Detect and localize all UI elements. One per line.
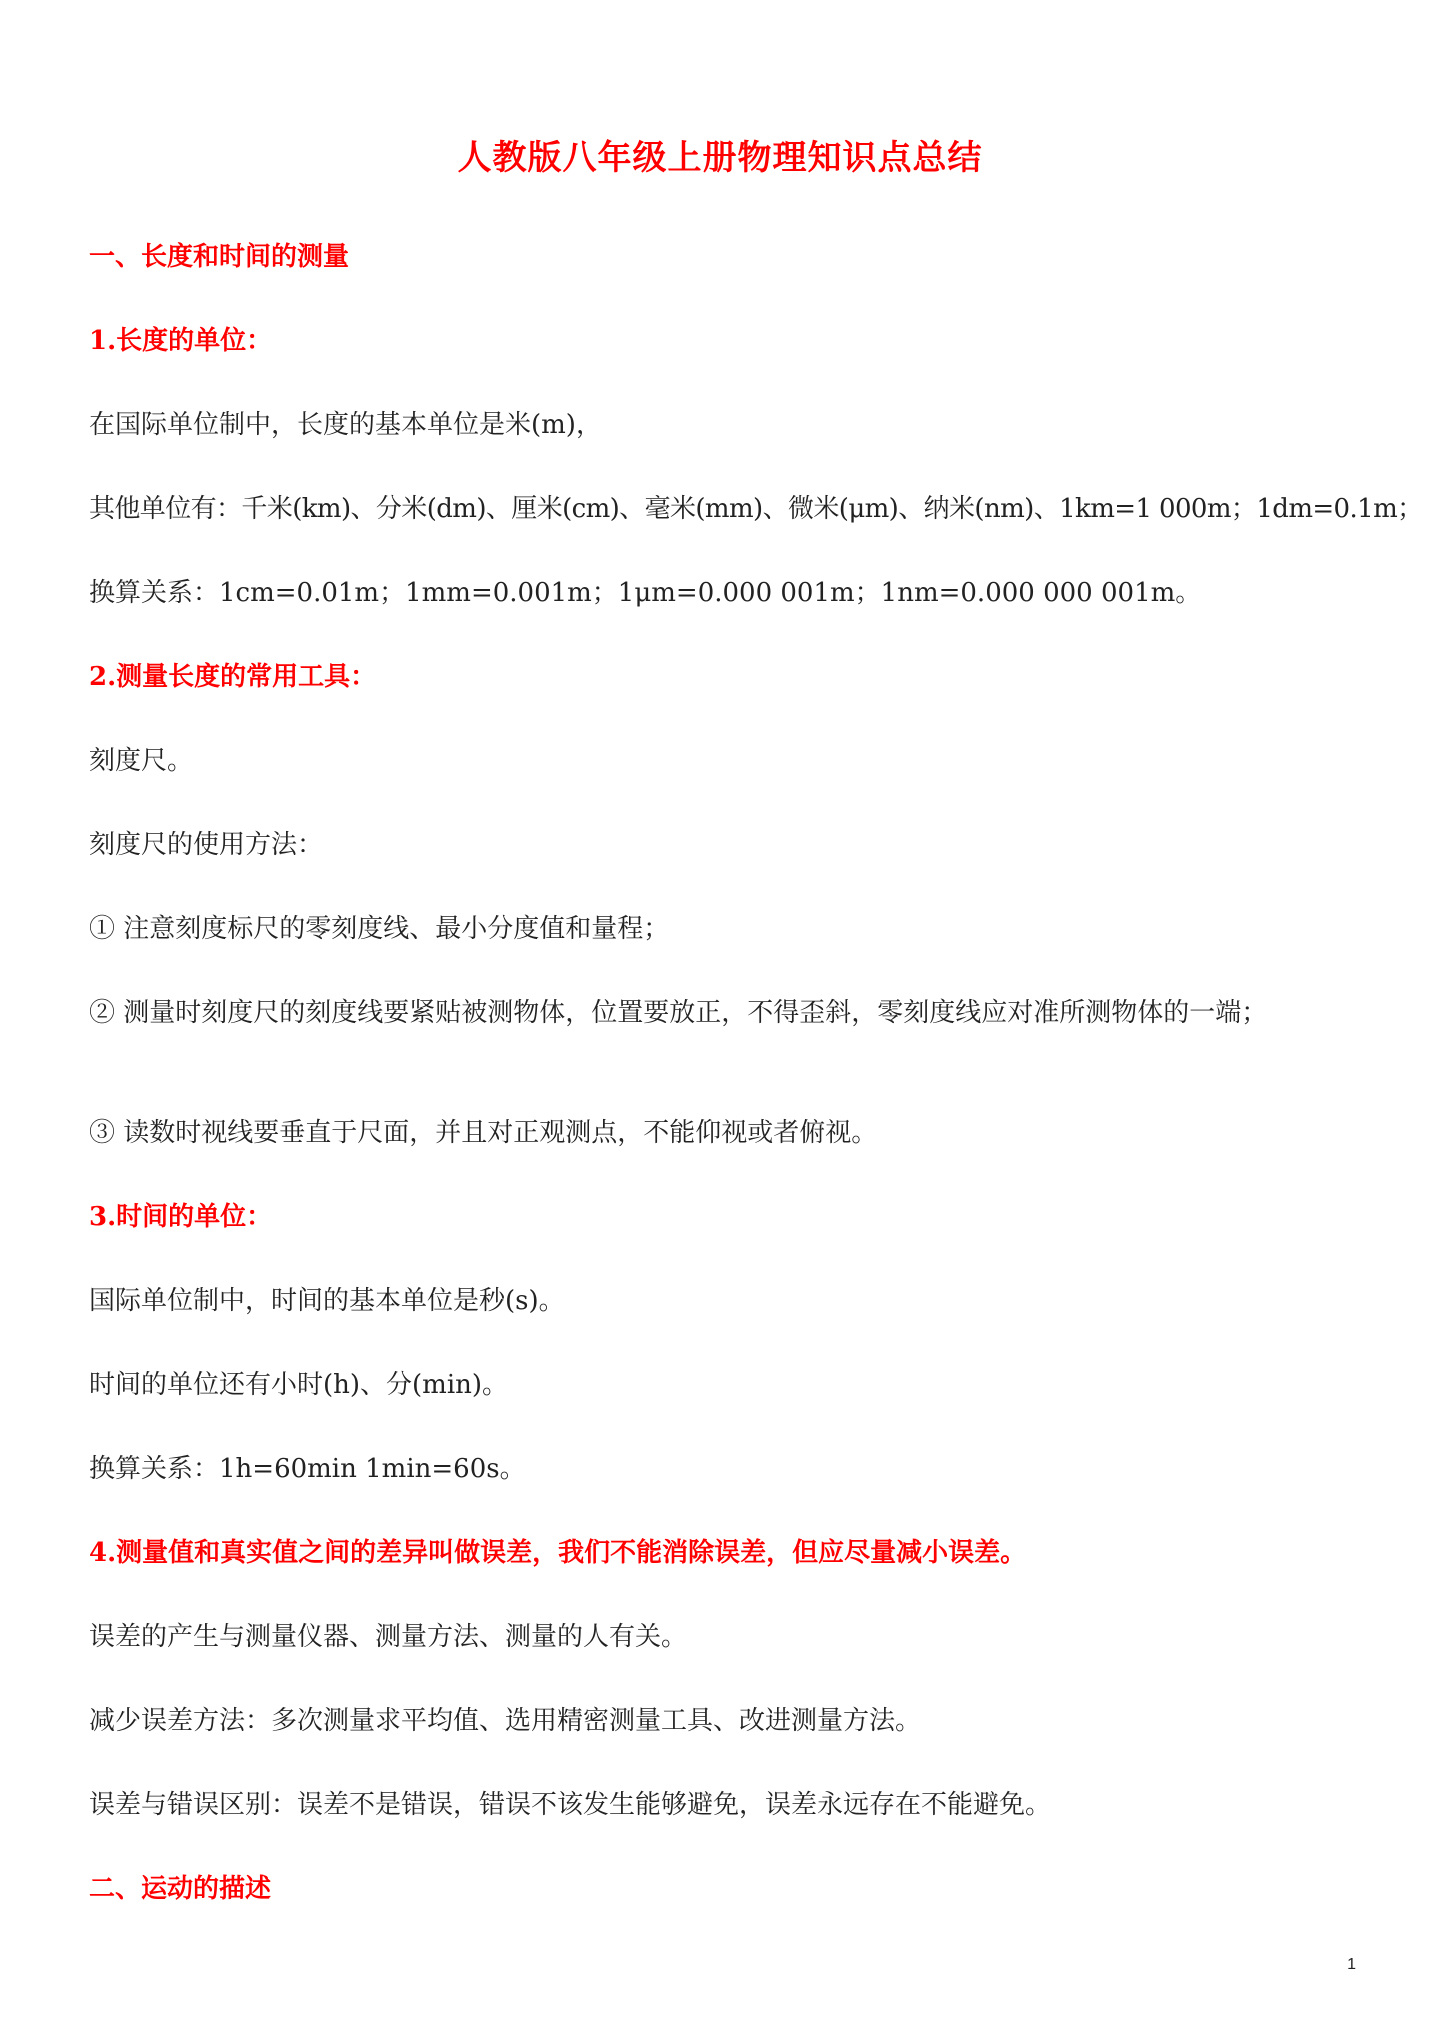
paragraph: 国际单位制中，时间的基本单位是秒(s)。 [89, 1286, 565, 1316]
paragraph: 其他单位有：千米(km)、分米(dm)、厘米(cm)、毫米(mm)、微米(μm)、纳米(nm)、1km=1 000m；1dm=0.1m； [89, 494, 1423, 524]
list-item: ② 测量时刻度尺的刻度线要紧贴被测物体，位置要放正，不得歪斜，零刻度线应对准所测物体的一端； [89, 998, 1268, 1028]
paragraph: 在国际单位制中，长度的基本单位是米(m)， [89, 410, 602, 440]
paragraph: 换算关系：1h=60min 1min=60s。 [89, 1454, 526, 1484]
document-title: 人教版八年级上册物理知识点总结 [457, 138, 983, 178]
paragraph: 减少误差方法：多次测量求平均值、选用精密测量工具、改进测量方法。 [89, 1706, 922, 1736]
subheading-time-unit: 3.时间的单位： [89, 1202, 273, 1232]
paragraph: 误差与错误区别：误差不是错误，错误不该发生能够避免，误差永远存在不能避免。 [89, 1790, 1052, 1820]
paragraph: 时间的单位还有小时(h)、分(min)。 [89, 1370, 509, 1400]
page-number: 1 [1347, 1956, 1356, 1973]
subheading-length-tools: 2.测量长度的常用工具： [89, 662, 377, 692]
subheading-error: 4.测量值和真实值之间的差异叫做误差，我们不能消除误差，但应尽量减小误差。 [89, 1538, 1027, 1568]
subheading-length-unit: 1.长度的单位： [89, 326, 273, 356]
paragraph: 误差的产生与测量仪器、测量方法、测量的人有关。 [89, 1622, 688, 1652]
paragraph: 换算关系：1cm=0.01m；1mm=0.001m；1μm=0.000 001m；1nm=0.000 000 001m。 [89, 578, 1202, 608]
list-item: ① 注意刻度标尺的零刻度线、最小分度值和量程； [89, 914, 670, 944]
list-item: ③ 读数时视线要垂直于尺面，并且对正观测点，不能仰视或者俯视。 [89, 1118, 878, 1148]
section-heading-motion: 二、运动的描述 [89, 1874, 272, 1904]
paragraph: 刻度尺。 [89, 746, 194, 776]
section-heading-length-time: 一、长度和时间的测量 [89, 242, 350, 272]
paragraph: 刻度尺的使用方法： [89, 830, 324, 860]
